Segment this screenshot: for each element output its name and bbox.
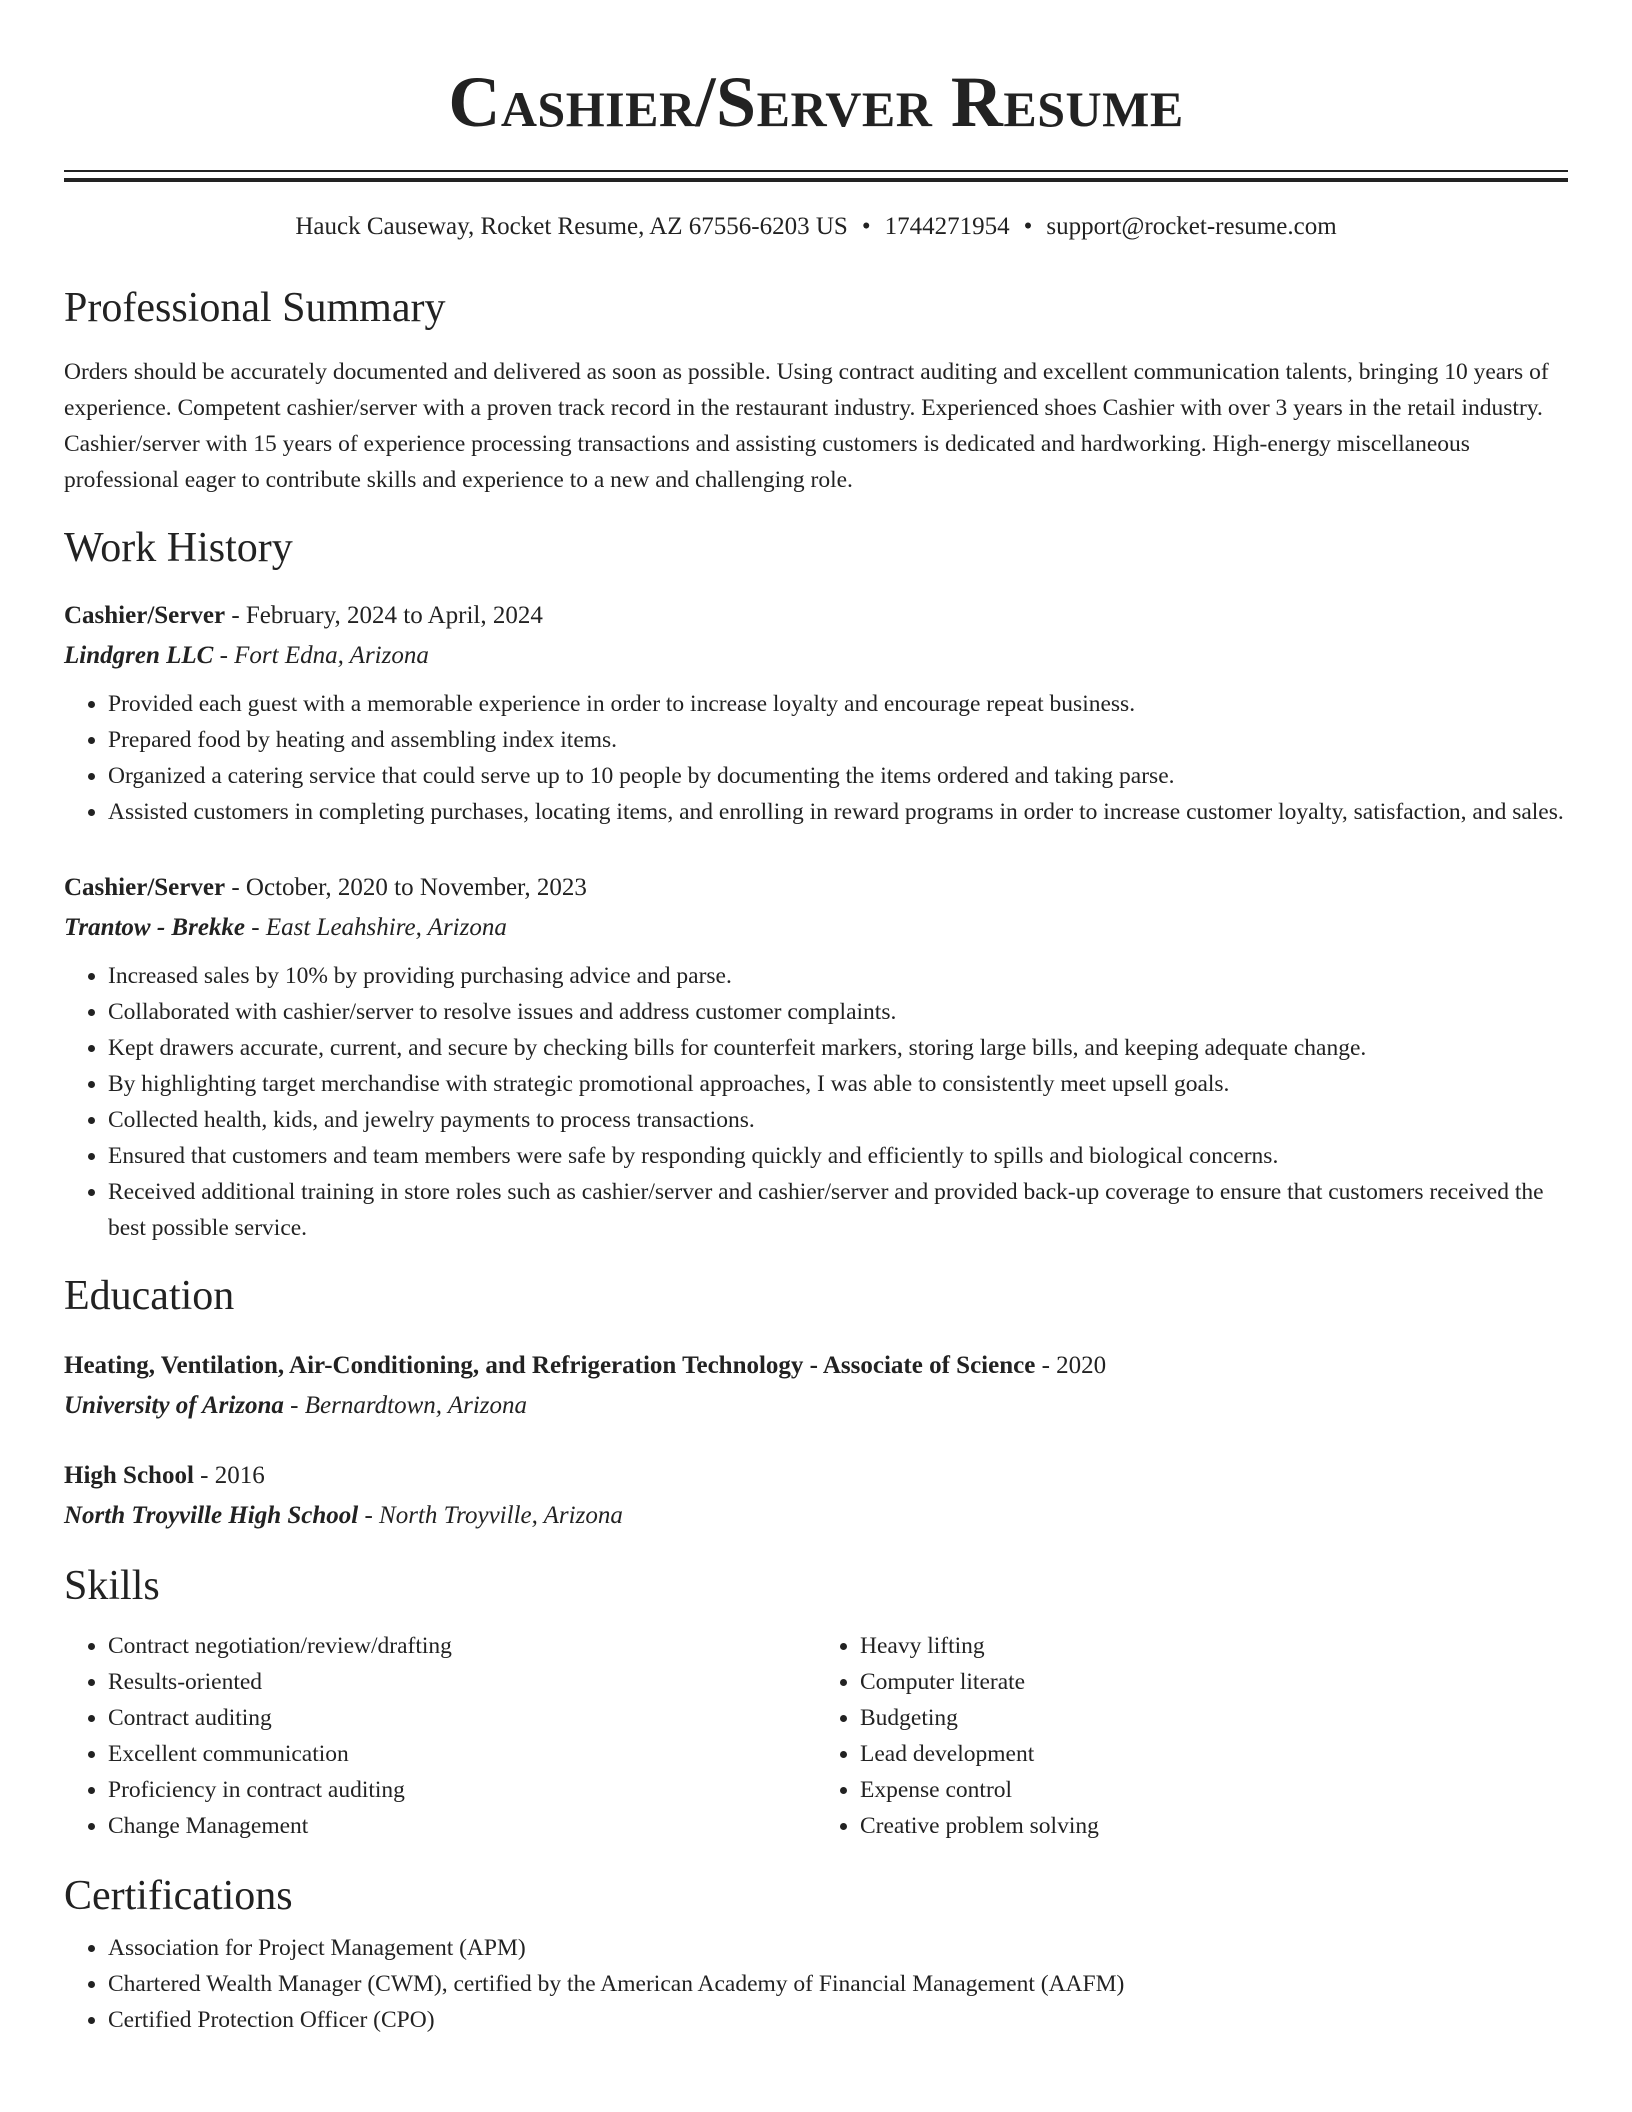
job-dates: - February, 2024 to April, 2024: [225, 602, 543, 629]
title-divider-thick: [64, 178, 1568, 182]
job-company: Trantow - Brekke: [64, 914, 246, 941]
job-location: - East Leahshire, Arizona: [245, 914, 507, 941]
job-bullet: • Increased sales by 10% by providing purchasing advice and parse.: [108, 958, 1568, 994]
job-company: Lindgren LLC: [64, 642, 214, 669]
skill-item: • Change Management: [108, 1808, 816, 1844]
education-school-line: [64, 1496, 1568, 1536]
skill-item: • Contract negotiation/review/drafting: [108, 1628, 816, 1664]
education-location: - Bernardtown, Arizona: [283, 1392, 527, 1419]
job-bullet: • Ensured that customers and team members were safe by responding quickly and efficiently to spills and biological concerns.: [108, 1138, 1568, 1174]
education-degree: High School: [64, 1462, 194, 1489]
title-divider-thin: [64, 170, 1568, 172]
skills-grid: [64, 1628, 1568, 1844]
job-bullet: • Received additional training in store roles such as cashier/server and cashier/server and provided back-up coverage to ensure that customers received the best possible service.: [108, 1174, 1568, 1246]
job-title: Cashier/Server: [64, 602, 226, 629]
summary-heading: Professional Summary: [64, 285, 446, 331]
skills-column-right: [816, 1628, 1568, 1844]
job-title: Cashier/Server: [64, 874, 226, 901]
contact-address: Hauck Causeway, Rocket Resume, AZ 67556-6203 US: [295, 213, 848, 240]
job-dates: - October, 2020 to November, 2023: [225, 874, 587, 901]
job-title-line: [64, 868, 1568, 908]
contact-separator: •: [1023, 213, 1033, 240]
education-heading: Education: [64, 1273, 235, 1319]
skills-column-left: [64, 1628, 816, 1844]
job-title-line: [64, 596, 1568, 636]
resume-title: Cashier/Server Resume: [448, 62, 1184, 142]
job-bullet: • By highlighting target merchandise with strategic promotional approaches, I was able to consistently meet upsell goals.: [108, 1066, 1568, 1102]
job-bullet: • Provided each guest with a memorable experience in order to increase loyalty and encourage repeat business.: [108, 686, 1568, 722]
skill-item: • Creative problem solving: [860, 1808, 1568, 1844]
education-school: University of Arizona: [64, 1392, 284, 1419]
skill-item: • Excellent communication: [108, 1736, 816, 1772]
summary-text: Orders should be accurately documented and delivered as soon as possible. Using contract auditing and excellent communication talents, bringing 10 years of experience. Competent cashier/server with a proven track record in the restaurant industry. Experienced shoes Cashier with over 3 years in the retail industry. Cashier/server with 15 years of experience processing transactions and assisting customers is dedicated and hardworking. High-energy miscellaneous professional eager to contribute skills and experience to a new and challenging role.: [64, 359, 1549, 493]
work-history-heading: Work History: [64, 525, 293, 571]
job-entry: [64, 596, 1568, 830]
education-school: North Troyville High School: [64, 1502, 359, 1529]
skill-item: • Lead development: [860, 1736, 1568, 1772]
contact-phone: 1744271954: [884, 213, 1010, 240]
job-bullets: [64, 958, 1568, 1246]
education-entry: [64, 1456, 1568, 1536]
skill-item: • Results-oriented: [108, 1664, 816, 1700]
job-bullet: • Collected health, kids, and jewelry payments to process transactions.: [108, 1102, 1568, 1138]
certification-item: • Association for Project Management (APM): [108, 1930, 1568, 1966]
skill-item: • Proficiency in contract auditing: [108, 1772, 816, 1808]
resume-page: [64, 0, 1568, 2038]
job-bullets: [64, 686, 1568, 830]
job-bullet: • Assisted customers in completing purchases, locating items, and enrolling in reward programs in order to increase customer loyalty, satisfaction, and sales.: [108, 794, 1568, 830]
job-company-line: [64, 636, 1568, 676]
skill-item: • Contract auditing: [108, 1700, 816, 1736]
skill-item: • Computer literate: [860, 1664, 1568, 1700]
skills-heading: Skills: [64, 1563, 160, 1609]
job-location: - Fort Edna, Arizona: [213, 642, 429, 669]
certification-item: • Certified Protection Officer (CPO): [108, 2002, 1568, 2038]
skill-item: • Expense control: [860, 1772, 1568, 1808]
education-school-line: [64, 1386, 1568, 1426]
certifications-heading: Certifications: [64, 1873, 293, 1919]
skill-item: • Budgeting: [860, 1700, 1568, 1736]
skill-item: • Heavy lifting: [860, 1628, 1568, 1664]
job-bullet: • Prepared food by heating and assembling index items.: [108, 722, 1568, 758]
contact-email: support@rocket-resume.com: [1046, 213, 1337, 240]
job-entry: [64, 868, 1568, 1246]
job-company-line: [64, 908, 1568, 948]
certification-item: • Chartered Wealth Manager (CWM), certified by the American Academy of Financial Management (AAFM): [108, 1966, 1568, 2002]
certifications-list: [64, 1930, 1568, 2038]
job-bullet: • Collaborated with cashier/server to resolve issues and address customer complaints.: [108, 994, 1568, 1030]
education-entry: [64, 1346, 1568, 1426]
education-degree-line: [64, 1346, 1568, 1386]
education-year: - 2020: [1035, 1352, 1107, 1379]
education-location: - North Troyville, Arizona: [358, 1502, 623, 1529]
education-degree-line: [64, 1456, 1568, 1496]
education-degree: Heating, Ventilation, Air-Conditioning, and Refrigeration Technology - Associate of Science: [64, 1352, 1036, 1379]
job-bullet: • Kept drawers accurate, current, and secure by checking bills for counterfeit markers, storing large bills, and keeping adequate change.: [108, 1030, 1568, 1066]
job-bullet: • Organized a catering service that could serve up to 10 people by documenting the items ordered and taking parse.: [108, 758, 1568, 794]
contact-separator: •: [861, 213, 871, 240]
contact-line: [64, 212, 1568, 242]
education-year: - 2016: [193, 1462, 265, 1489]
